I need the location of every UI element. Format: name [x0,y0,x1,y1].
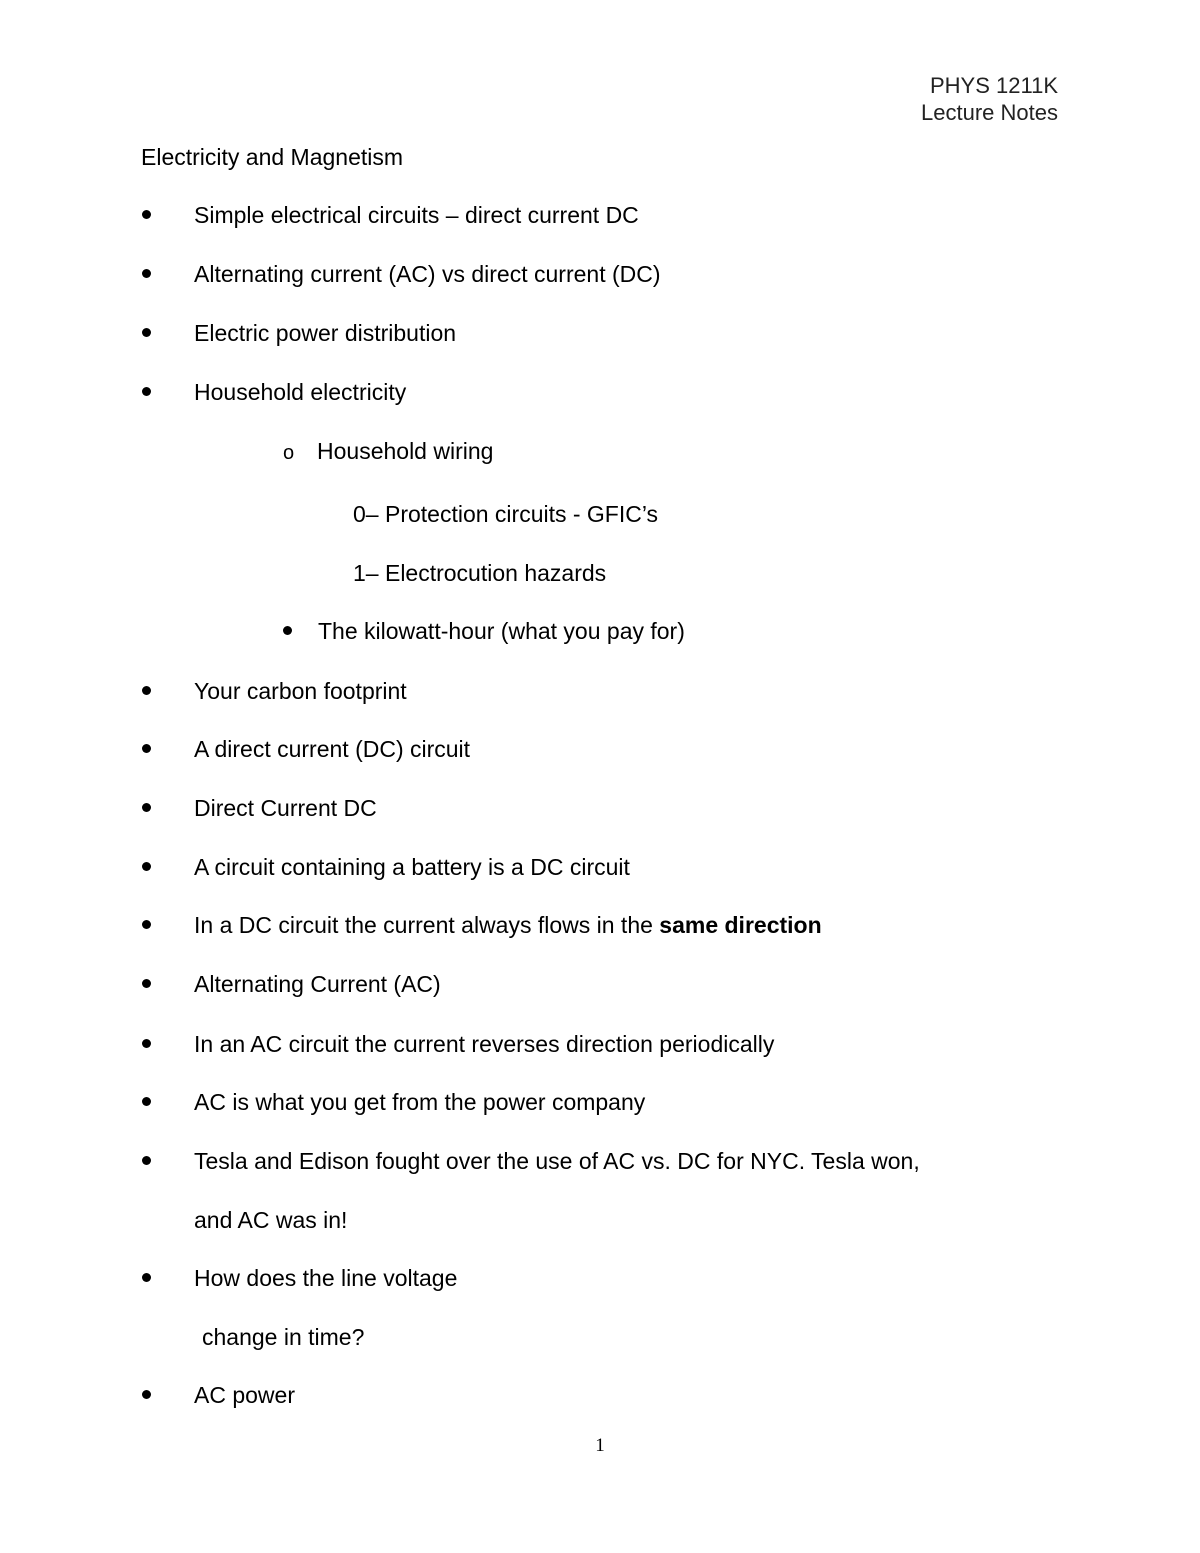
list-item-continuation: change in time? [202,1324,365,1350]
list-item: A direct current (DC) circuit [194,736,471,762]
bullet-icon [142,328,151,337]
list-item: Alternating current (AC) vs direct current (DC) [194,261,661,287]
page-number: 1 [595,1435,605,1456]
bullet-icon [283,626,292,635]
course-code: PHYS 1211K [929,73,1058,98]
list-item: Household electricity [194,379,407,405]
bullet-icon [142,210,151,219]
list-item: A circuit containing a battery is a DC circuit [194,854,630,880]
list-item: Simple electrical circuits – direct current DC [194,202,639,228]
circle-bullet-icon: o [283,442,295,464]
header-subtitle: Lecture Notes [921,100,1058,125]
bullet-icon [142,1097,151,1106]
bullet-icon [142,744,151,753]
section-title: Electricity and Magnetism [141,144,404,170]
page-header [921,72,1058,126]
list-item: AC power [194,1382,295,1408]
bullet-icon [142,1156,151,1165]
list-item: Your carbon footprint [194,678,407,704]
list-item: Alternating Current (AC) [194,971,441,997]
sub-sub-list-item: 1– Electrocution hazards [353,560,607,586]
bullet-icon [142,387,151,396]
bullet-icon [142,803,151,812]
sub-list-item: The kilowatt-hour (what you pay for) [318,618,685,644]
bullet-icon [142,1390,151,1399]
bullet-icon [142,686,151,695]
list-item: Tesla and Edison fought over the use of AC vs. DC for NYC. Tesla won, [194,1148,920,1174]
list-item-continuation: and AC was in! [194,1207,348,1233]
bullet-icon [142,1273,151,1282]
list-item: AC is what you get from the power company [194,1089,646,1115]
list-item: Electric power distribution [194,320,457,346]
bullet-icon [142,269,151,278]
bullet-icon [142,979,151,988]
bullet-icon [142,1039,151,1048]
emphasis-text: same direction [659,912,822,938]
bullet-icon [142,920,151,929]
sub-list-item: Household wiring [317,438,494,464]
list-item: How does the line voltage [194,1265,458,1291]
bullet-icon [142,862,151,871]
list-item: In an AC circuit the current reverses direction periodically [194,1031,775,1057]
list-item [194,910,822,940]
list-item: Direct Current DC [194,795,377,821]
list-item-text: In a DC circuit the current always flows in the [194,912,660,938]
sub-sub-list-item: 0– Protection circuits - GFIC’s [353,501,659,527]
